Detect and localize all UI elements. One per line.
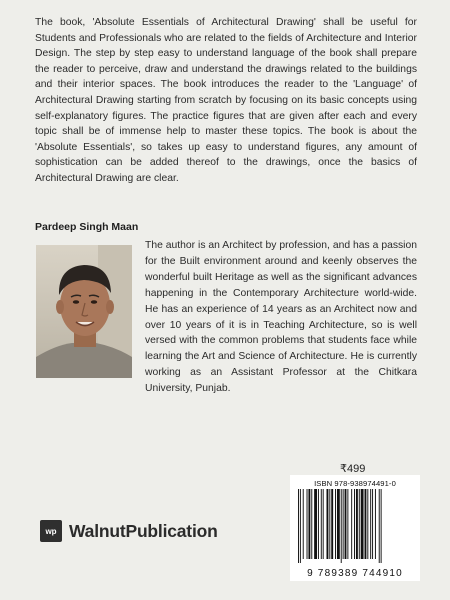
isbn-label: ISBN 978-938974491-0 <box>314 479 396 488</box>
barcode-bar <box>345 489 347 559</box>
barcode <box>290 475 420 581</box>
publisher-name: WalnutPublication <box>69 520 218 541</box>
barcode-bar <box>303 489 304 559</box>
barcode-bar <box>329 489 330 559</box>
author-bio: The author is an Architect by profession, and has a passion for the Built environment around and keenly observes the wonderful built Heritage as well as the significant advances happening in the Contemporary Architecture world-wide. He has an experience of 14 years as an Architect now and over 10 years of it is in Teaching Architecture, so is well versed with the common problems that students face while learning the Art and Science of Architecture. He is currently working as an Assistant Professor at the Chitkara University, Punjab. <box>145 240 417 395</box>
book-description: The book, 'Absolute Essentials of Architectural Drawing' shall be useful for Students and Professionals who are related to the fields of Architecture and Interior Design. The step by step easy to understand language of the book shall prepare the reader to perceive, draw and understand the drawings related to the buildings and their interior spaces. The book introduces the reader to the 'Language' of Architectural Drawing starting from scratch by focusing on its basic concepts using self-explanatory figures. The practice figures that are given after each and every topic shall be of immense help to master these topics. The book is about the 'Absolute Essentials', so takes up easy to understand figures, any amount of sophistication can be added thereof to the drawings, once the basics of Architectural Drawing are clear. <box>35 17 417 184</box>
barcode-bar <box>323 489 324 559</box>
barcode-bar <box>308 489 310 559</box>
barcode-bar <box>307 489 308 559</box>
barcode-bar <box>335 489 336 559</box>
barcode-bar <box>370 489 371 559</box>
barcode-bar <box>347 489 348 559</box>
barcode-bar <box>341 489 342 563</box>
barcode-bar <box>327 489 329 559</box>
barcode-number: 9 789389 744910 <box>307 568 403 579</box>
author-photo <box>36 245 132 378</box>
publisher-logo-mark: wp <box>40 520 62 542</box>
barcode-bar <box>300 489 301 563</box>
barcode-bar <box>359 489 360 559</box>
barcode-bar <box>381 489 382 563</box>
barcode-bar <box>337 489 340 559</box>
barcode-bar <box>298 489 299 563</box>
author-name: Pardeep Singh Maan <box>35 221 139 233</box>
barcode-bar <box>351 489 352 559</box>
barcode-bar <box>361 489 364 559</box>
barcode-bar <box>354 489 355 559</box>
barcode-bar <box>365 489 367 559</box>
barcode-bar <box>375 489 376 559</box>
barcode-bar <box>321 489 322 559</box>
barcode-bar <box>311 489 312 559</box>
barcode-bar <box>372 489 373 559</box>
barcode-bar <box>343 489 344 559</box>
barcode-bar <box>331 489 333 559</box>
price-label: ₹499 <box>340 463 366 475</box>
barcode-bar <box>379 489 380 563</box>
barcode-bars <box>298 489 412 563</box>
barcode-bar <box>356 489 358 559</box>
barcode-bar <box>314 489 317 559</box>
publisher-logo <box>40 519 218 543</box>
barcode-bar <box>318 489 319 559</box>
barcode-bar <box>367 489 368 559</box>
